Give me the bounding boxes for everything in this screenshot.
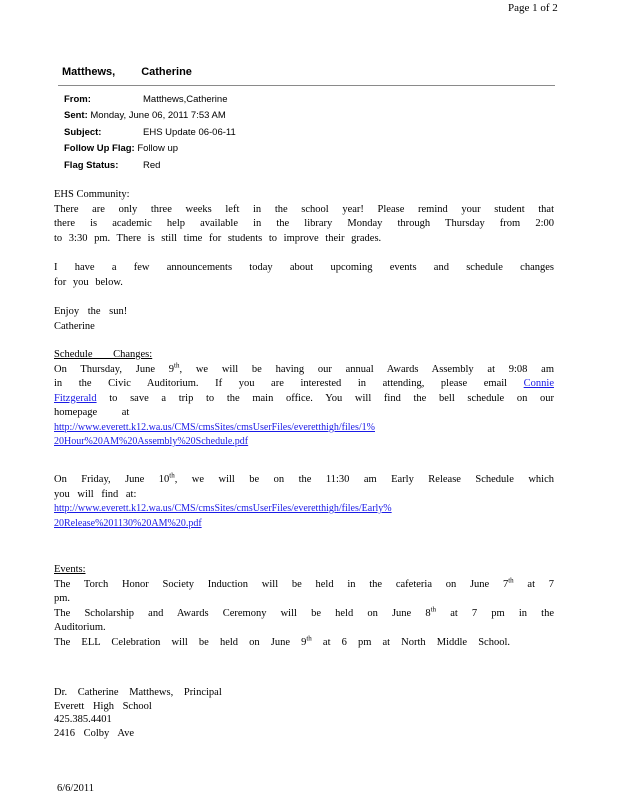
status-row [64,160,161,171]
event1-line1 [54,578,554,593]
schedule1-line3 [54,392,554,407]
event3-line1 [54,636,510,651]
events-section [54,563,554,650]
schedule2-line2: you will find at: [54,488,137,500]
page-indicator: Page 1 of 2 [508,2,558,14]
event2-line1 [54,607,554,622]
e3-text-a: The ELL Celebration will be held on June 9 [54,636,307,648]
signature-phone: 425.385.4401 [54,714,112,725]
follow-label: Follow Up Flag: [64,143,135,154]
bell-schedule-link-cont[interactable]: 20Hour%20AM%20Assembly%20Schedule.pdf [54,436,249,447]
sent-label: Sent: [64,110,88,121]
subject-value: EHS Update 06-06-11 [143,127,236,138]
e1-sup: th [508,576,514,584]
s1-line3-text: to save a trip to the main office. You will find the bell schedule on our [96,392,554,404]
intro-block [54,188,554,246]
from-row [64,94,228,105]
status-label: Flag Status: [64,160,119,171]
schedule1-url2 [54,435,554,450]
signature-block [54,686,554,740]
events-heading: Events: [54,564,86,575]
subject-label: Subject: [64,127,102,138]
greeting: EHS Community: [54,189,130,200]
schedule1-line4: homepage at [54,407,130,418]
p1-line3: to 3:30 pm. There is still time for students to improve their grades. [54,232,382,244]
schedule1-url1 [54,421,554,436]
s2-text-b: , we will be on the 11:30 am Early Release Schedule which [174,474,554,485]
schedule2-url2 [54,517,554,532]
e3-text-b: at 6 pm at North Middle School. [311,636,510,648]
e2-sup: th [430,605,437,613]
e3-sup: th [306,634,312,642]
event2-line2: Auditorium. [54,622,106,633]
follow-row [64,143,178,154]
bell-schedule-link[interactable]: http://www.everett.k12.wa.us/CMS/cmsSites/cmsUserFiles/everetthigh/files/1% [54,421,375,433]
signature-address: 2416 Colby Ave [54,727,135,739]
footer-date: 6/6/2011 [57,783,94,794]
signoff [54,305,554,334]
follow-value: Follow up [137,143,179,154]
header-divider [58,85,555,86]
s1-sup: th [174,361,180,369]
sender-last: Matthews, [62,66,116,78]
p2-line1: I have a few announcements today about upcoming events and schedule changes [54,262,554,273]
event1-line2: pm. [54,593,71,604]
schedule1-line2 [54,377,554,392]
s1-line2-text: in the Civic Auditorium. If you are interested in attending, please email [54,378,524,389]
schedule-section [54,348,554,450]
from-value: Matthews,Catherine [143,94,228,105]
schedule2-url1 [54,502,554,517]
early-release-link-cont[interactable]: 20Release%201130%20AM%20.pdf [54,517,202,529]
s2-sup: th [169,471,175,480]
sender-first: Catherine [141,66,192,78]
e2-text-b: at 7 pm in the [436,607,554,619]
sent-row [64,110,226,121]
signoff-name: Catherine [54,320,95,332]
s1-text-a: On Thursday, June 9 [54,363,174,375]
sender-name [62,66,192,78]
s2-text-a: On Friday, June 10 [54,474,170,485]
signature-school: Everett High School [54,700,152,712]
signature-name: Dr. Catherine Matthews, Principal [54,687,222,698]
e1-text-b: at 7 [513,578,554,590]
subject-row [64,127,236,138]
s1-text-b: , we will be having our annual Awards Assembly at 9:08 am [179,363,554,375]
p1-line1: There are only three weeks left in the school year! Please remind your student that [54,203,554,215]
early-release-link[interactable]: http://www.everett.k12.wa.us/CMS/cmsSites/cmsUserFiles/everetthigh/files/Early% [54,503,392,514]
schedule2-line1 [54,473,554,488]
connie-link[interactable]: Connie [523,378,554,389]
friday-schedule [54,473,554,531]
sent-value: Monday, June 06, 2011 7:53 AM [90,110,226,121]
from-label: From: [64,94,91,105]
fitzgerald-link[interactable]: Fitzgerald [54,392,97,404]
schedule-heading: Schedule Changes: [54,349,153,360]
p2-line2: for you below. [54,276,123,288]
announcements-paragraph [54,261,554,290]
status-value: Red [143,160,161,171]
e2-text-a: The Scholarship and Awards Ceremony will be held on June 8 [54,607,431,619]
p1-line2: there is academic help available in the library Monday through Thursday from 2:00 [54,218,554,229]
enjoy-line: Enjoy the sun! [54,306,128,317]
schedule1-line1 [54,363,554,378]
e1-text-a: The Torch Honor Society Induction will be held in the cafeteria on June 7 [54,578,509,590]
